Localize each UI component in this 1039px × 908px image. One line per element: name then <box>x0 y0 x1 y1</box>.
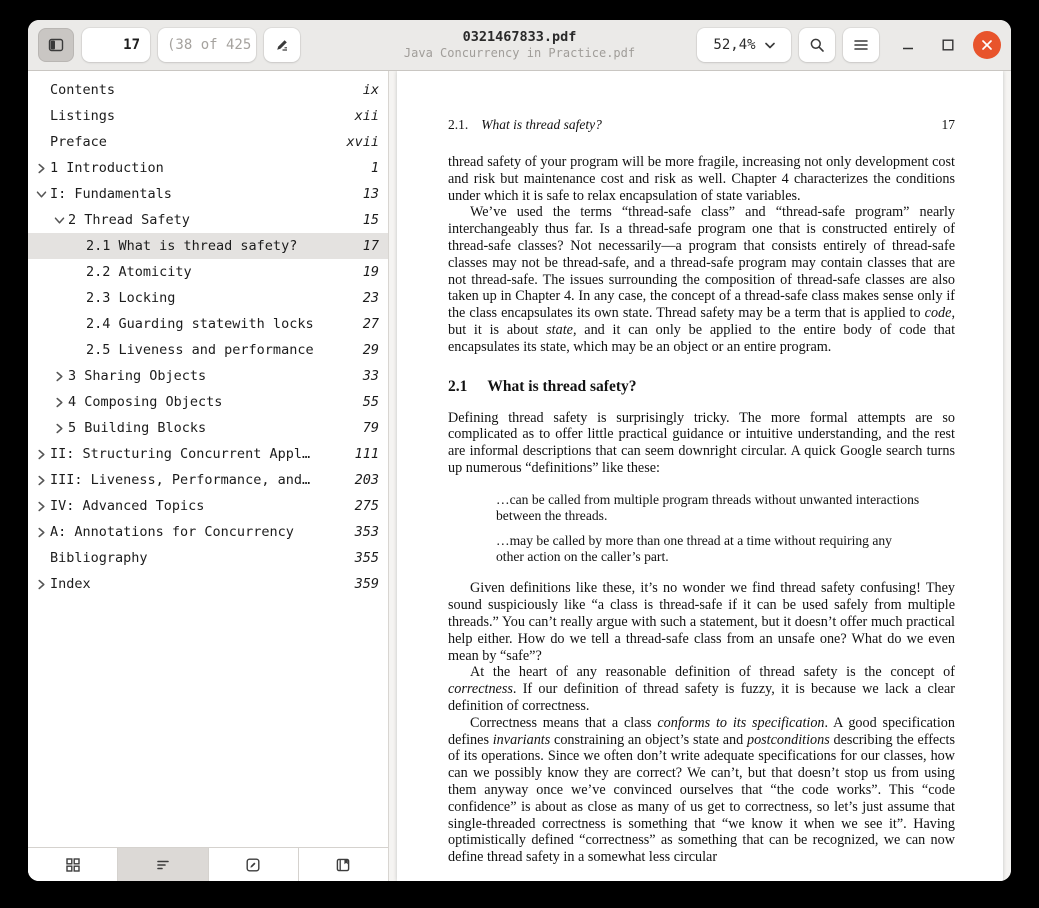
chevron-right-icon[interactable] <box>50 397 68 408</box>
page-body <box>448 154 955 866</box>
toc-item-page: 15 <box>362 212 379 228</box>
toc-item-label: 1 Introduction <box>50 160 164 176</box>
minimize-icon <box>902 39 914 51</box>
toc-item-page: 355 <box>354 550 379 566</box>
minimize-button[interactable] <box>895 32 921 58</box>
toc-item-label: 2.4 Guarding statewith locks <box>86 316 314 332</box>
window-title <box>404 29 635 61</box>
definition-quote: …may be called by more than one thread at a time without requiring any other action on the caller’s part. <box>496 532 892 564</box>
close-icon <box>981 39 993 51</box>
toc-item-page: 359 <box>354 576 379 592</box>
toc-list <box>28 71 388 847</box>
section-number: 2.1 <box>448 377 468 395</box>
body-paragraph: Correctness means that a class conforms to its specification. A good specification defines invariants constraining an object’s state and postconditions describing the effects of its operations. Since we often don’t write adequate specifications for our classes, how can we possibly know they are correct? We can’t, but that doesn’t stop us from using them anyway once we’ve convinced ourselves that “the code works”. This “code confidence” is about as close as many of us get to correctness, so let’s just assume that single-threaded correctness is something that “we know it when we see it”. Having optimistically defined “correctness” as something that can be recognized, we can now define thread safety in a somewhat less circular <box>448 714 955 866</box>
toc-item-page: xii <box>354 108 379 124</box>
toc-item[interactable] <box>28 259 388 285</box>
toc-item[interactable] <box>28 415 388 441</box>
maximize-button[interactable] <box>935 32 961 58</box>
toolbar-left <box>38 28 300 62</box>
chevron-right-icon[interactable] <box>32 449 50 460</box>
toc-item-page: 275 <box>354 498 379 514</box>
toc-item[interactable] <box>28 337 388 363</box>
toc-item-label: Index <box>50 576 91 592</box>
search-button[interactable] <box>799 28 835 62</box>
toc-item[interactable] <box>28 311 388 337</box>
search-icon <box>809 37 825 53</box>
toc-item[interactable] <box>28 233 388 259</box>
sidebar-tab-bar <box>28 847 388 881</box>
running-header-section-number: 2.1. <box>448 117 469 132</box>
toc-item-page: 27 <box>362 316 379 332</box>
document-filename: 0321467833.pdf <box>462 29 577 46</box>
toc-item-label: 2 Thread Safety <box>68 212 190 228</box>
toc-item[interactable] <box>28 493 388 519</box>
toc-item-page: 55 <box>362 394 379 410</box>
toc-item[interactable] <box>28 389 388 415</box>
running-header <box>448 117 955 133</box>
sidebar-icon <box>48 37 64 53</box>
toc-item-page: 353 <box>354 524 379 540</box>
list-icon <box>155 857 171 873</box>
toc-item[interactable] <box>28 519 388 545</box>
body-paragraph: Given definitions like these, it’s no wonder we find thread safety confusing! They sound suspiciously like “a class is thread-safe if it can be used safely from multiple threads.” You can’t really argue with such a statement, but it doesn’t offer much practical help either. How do we tell a thread-safe class from an unsafe one? What do we even mean by “safe”? <box>448 580 955 664</box>
sidebar-tab-annotations[interactable] <box>209 848 299 881</box>
hamburger-menu-icon <box>854 39 868 51</box>
toc-item-page: 79 <box>362 420 379 436</box>
pdf-page <box>397 71 1003 881</box>
grid-icon <box>65 857 81 873</box>
toc-item-label: Preface <box>50 134 107 150</box>
toc-item-page: 203 <box>354 472 379 488</box>
toc-item[interactable] <box>28 441 388 467</box>
toc-item-label: A: Annotations for Concurrency <box>50 524 294 540</box>
zoom-level-dropdown[interactable] <box>697 28 791 62</box>
sidebar-toggle-button[interactable] <box>38 28 74 62</box>
toc-item[interactable] <box>28 129 388 155</box>
toc-item[interactable] <box>28 155 388 181</box>
toc-item[interactable] <box>28 77 388 103</box>
document-title-subtitle: Java Concurrency in Practice.pdf <box>403 45 636 60</box>
pdf-viewer-window <box>28 20 1011 881</box>
toc-item-label: 4 Composing Objects <box>68 394 223 410</box>
toc-item-page: 29 <box>362 342 379 358</box>
chevron-right-icon[interactable] <box>32 501 50 512</box>
toc-item-label: Contents <box>50 82 116 98</box>
chevron-down-icon[interactable] <box>32 190 50 199</box>
toc-item-label: 2.1 What is thread safety? <box>86 238 298 254</box>
toc-item-page: xvii <box>346 134 379 150</box>
toc-item[interactable] <box>28 571 388 597</box>
main-area <box>28 71 1011 881</box>
toc-item-label: IV: Advanced Topics <box>50 498 205 514</box>
toc-item[interactable] <box>28 285 388 311</box>
close-button[interactable] <box>973 31 1001 59</box>
toc-item-page: 33 <box>362 368 379 384</box>
main-menu-button[interactable] <box>843 28 879 62</box>
sidebar-tab-thumbnails[interactable] <box>28 848 118 881</box>
toolbar-right <box>697 28 1001 62</box>
chevron-right-icon[interactable] <box>32 527 50 538</box>
chevron-right-icon[interactable] <box>50 423 68 434</box>
toc-item-page: 111 <box>354 446 379 462</box>
toc-item-label: 2.2 Atomicity <box>86 264 192 280</box>
toc-item[interactable] <box>28 181 388 207</box>
chevron-right-icon[interactable] <box>32 163 50 174</box>
toc-item-page: 19 <box>362 264 379 280</box>
pen-icon <box>274 37 290 53</box>
chevron-right-icon[interactable] <box>50 371 68 382</box>
running-header-title: What is thread safety? <box>481 117 602 132</box>
definition-quote: …can be called from multiple program threads without unwanted interactions between the threads. <box>496 491 920 524</box>
page-count-label: (38 of 425 <box>158 28 256 62</box>
toc-item-label: Listings <box>50 108 116 124</box>
toc-item-page: 17 <box>362 238 379 254</box>
toc-item[interactable] <box>28 207 388 233</box>
toc-item-label: 2.5 Liveness and performance <box>86 342 314 358</box>
book-icon <box>335 857 351 873</box>
sidebar <box>28 71 389 881</box>
chevron-right-icon[interactable] <box>32 475 50 486</box>
toc-item[interactable] <box>28 363 388 389</box>
toc-item[interactable] <box>28 467 388 493</box>
document-view[interactable] <box>389 71 1011 881</box>
body-paragraph: Defining thread safety is surprisingly tricky. The more formal attempts are so complicated as to offer little practical guidance or intuitive understanding, and the rest are informal descriptions that can seem downright circular. A quick Google search turns up numerous “definitions” like these: <box>448 409 955 476</box>
toc-item[interactable] <box>28 103 388 129</box>
sidebar-tab-bookmarks[interactable] <box>299 848 388 881</box>
toc-item[interactable] <box>28 545 388 571</box>
toc-item-label: 3 Sharing Objects <box>68 368 207 384</box>
body-paragraph: At the heart of any reasonable definition of thread safety is the concept of correctness. If our definition of thread safety is fuzzy, it is because we lack a clear definition of correctness. <box>448 664 955 714</box>
body-paragraph: thread safety of your program will be more fragile, increasing not only development cost and risk but maintenance cost and risk as well. Chapter 4 characterizes the conditions under which it is safe to relax encapsulation of state variables. <box>448 154 955 204</box>
annotate-button[interactable] <box>264 28 300 62</box>
pen-square-icon <box>245 857 261 873</box>
running-header-page-number: 17 <box>941 117 955 132</box>
section-heading <box>448 378 955 396</box>
sidebar-tab-outline[interactable] <box>118 848 208 881</box>
header-bar <box>28 20 1011 71</box>
chevron-right-icon[interactable] <box>32 579 50 590</box>
toc-item-page: ix <box>362 82 379 98</box>
toc-item-page: 1 <box>370 160 379 176</box>
body-paragraph: We’ve used the terms “thread-safe class” and “thread-safe program” nearly interchangeably thus far. Is a thread-safe program one that is constructed entirely of thread-safe classes? Not necessarily—a program that consists entirely of thread-safe classes may not be thread-safe, and a thread-safe program may contain classes that are not thread-safe. The issues surrounding the composition of thread-safe classes are also taken up in Chapter 4. In any case, the concept of a thread-safe class makes sense only if the class encapsulates its own state. Thread safety may be a term that is applied to code, but it is about state, and it can only be applied to the entire body of code that encapsulates its state, which may be an object or an entire program. <box>448 204 956 355</box>
toc-item-label: Bibliography <box>50 550 148 566</box>
toc-item-label: 5 Building Blocks <box>68 420 207 436</box>
chevron-down-icon <box>765 42 775 49</box>
chevron-down-icon[interactable] <box>50 216 68 225</box>
zoom-level-value: 52,4% <box>713 37 756 53</box>
toc-item-label: 2.3 Locking <box>86 290 176 306</box>
toc-item-label: II: Structuring Concurrent Appl… <box>50 446 311 462</box>
toc-item-label: I: Fundamentals <box>50 186 172 202</box>
toc-item-label: III: Liveness, Performance, and… <box>50 472 311 488</box>
page-number-input[interactable] <box>82 28 150 62</box>
toc-item-page: 13 <box>362 186 379 202</box>
section-title: What is thread safety? <box>487 377 637 395</box>
toc-item-page: 23 <box>362 290 379 306</box>
maximize-icon <box>942 39 954 51</box>
